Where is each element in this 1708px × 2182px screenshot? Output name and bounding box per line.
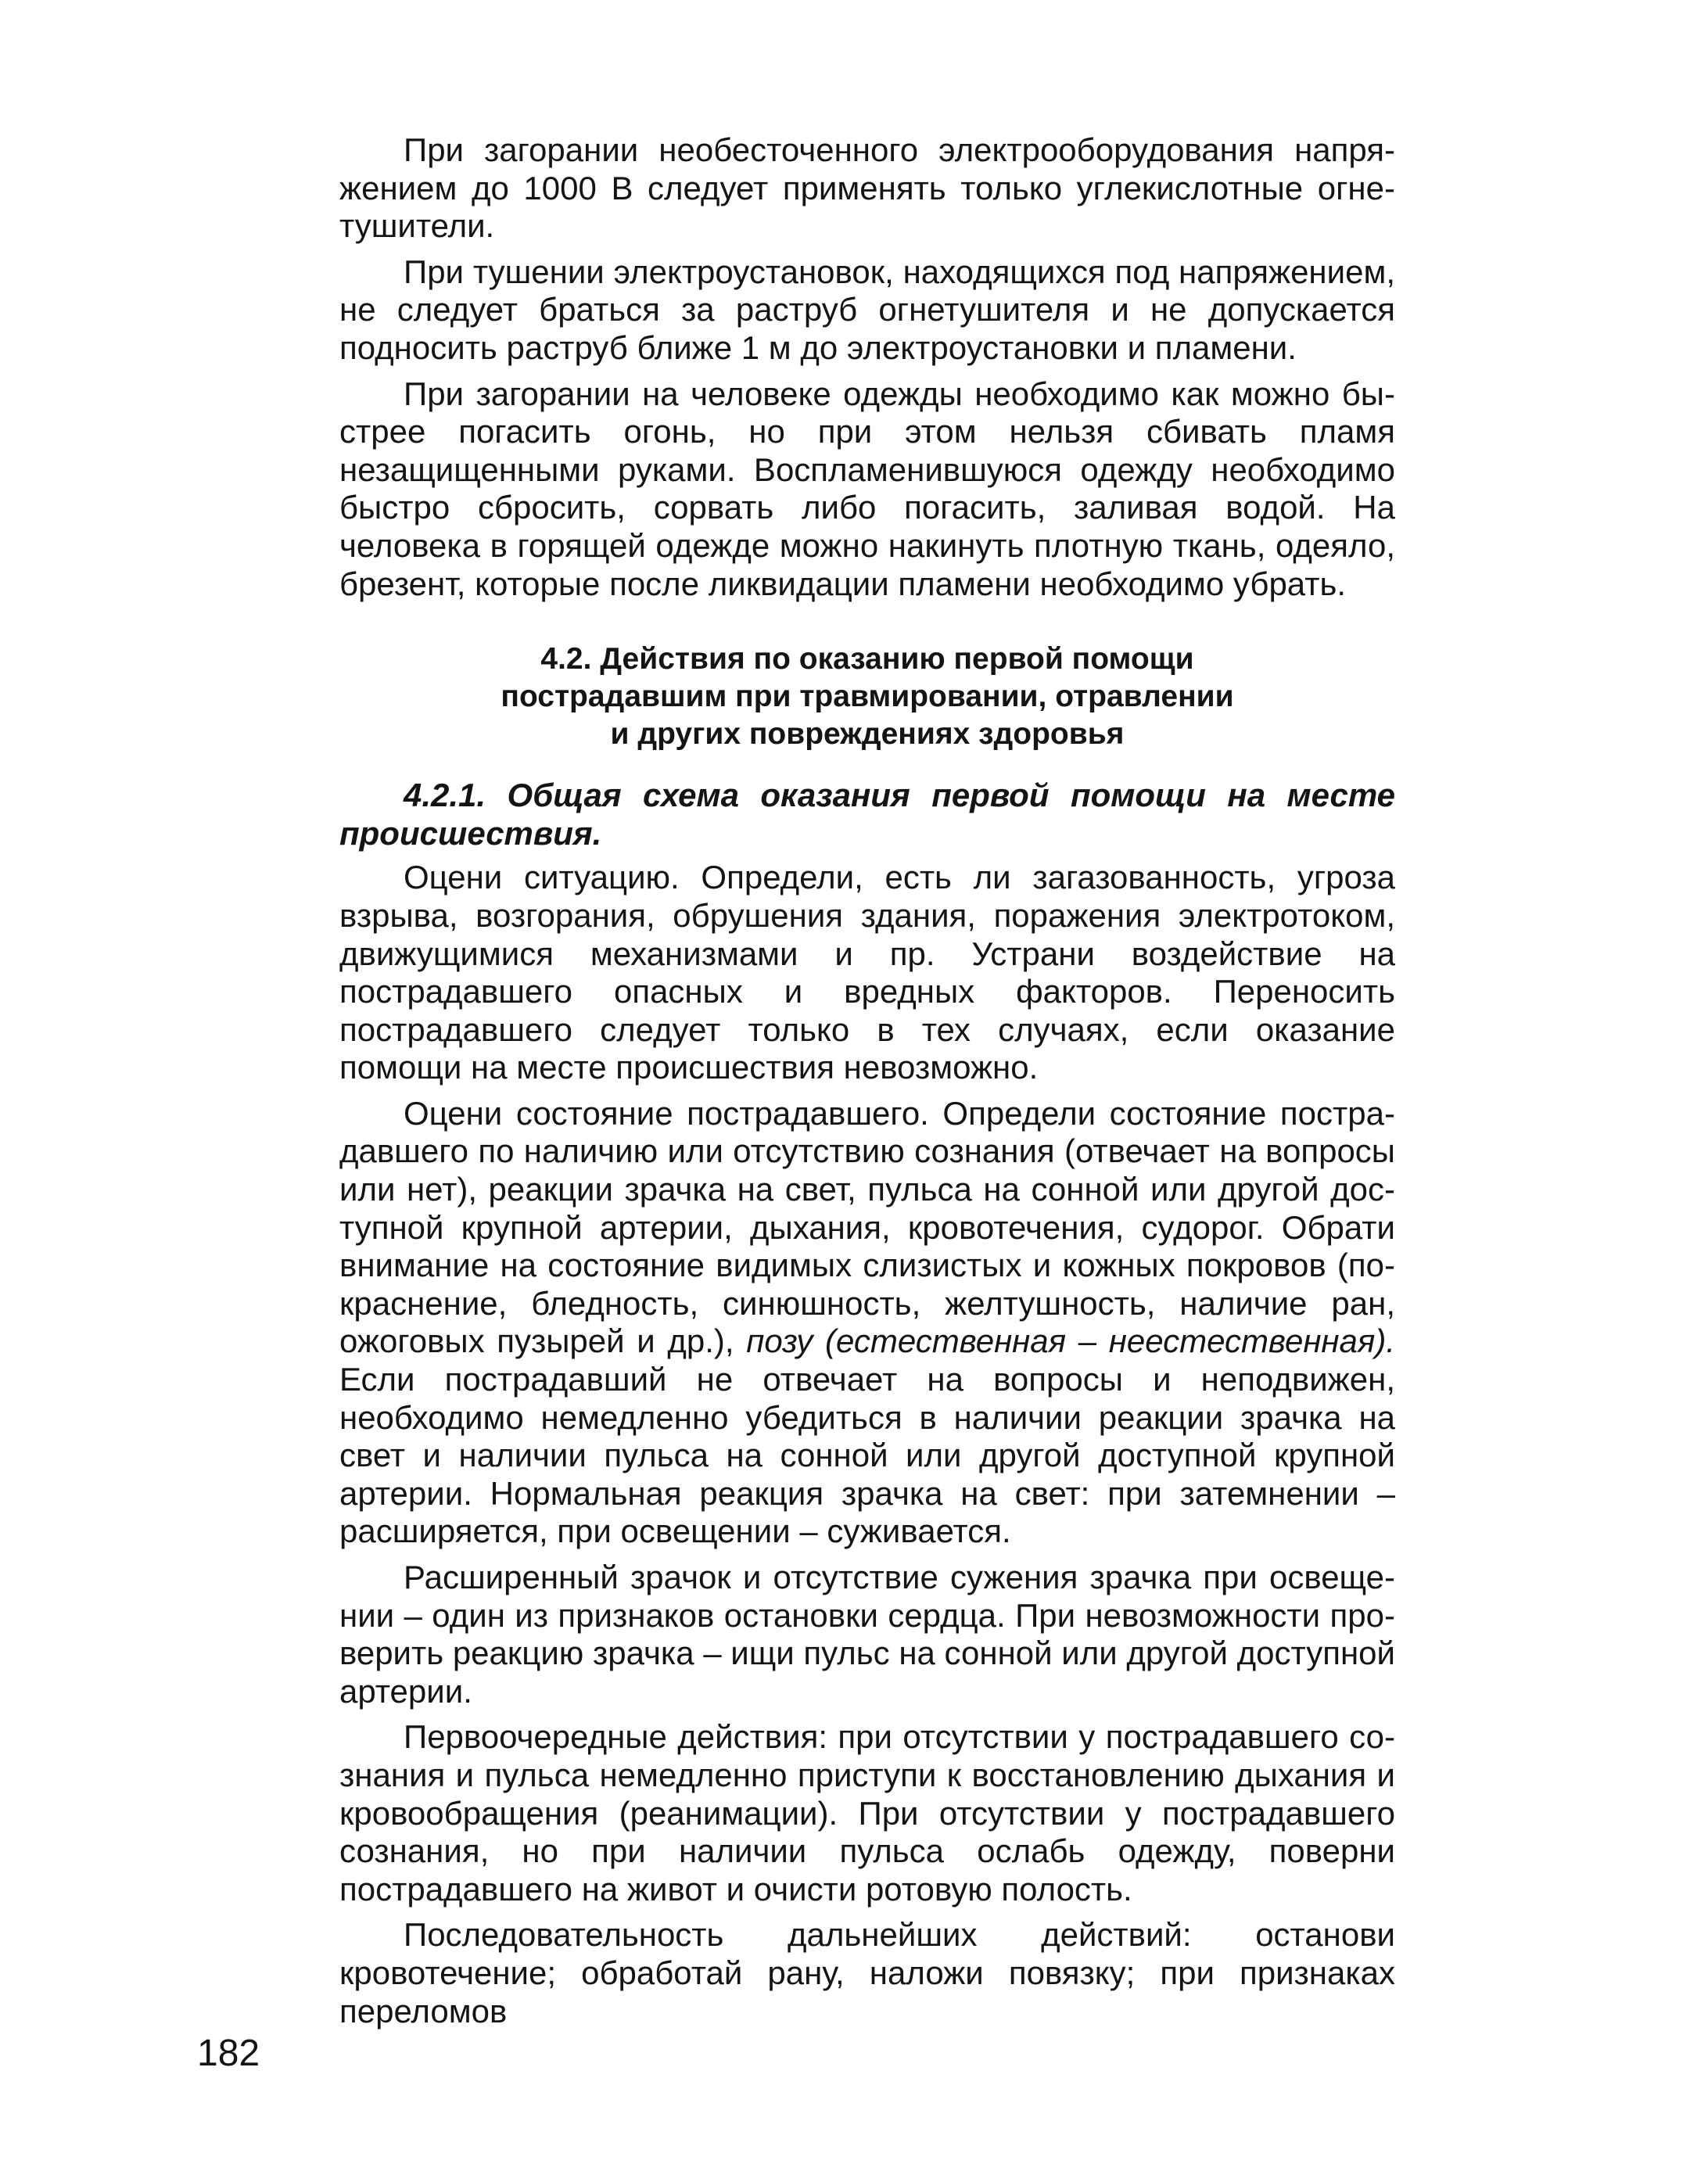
paragraph-assess-situation: Оцени ситуацию. Определи, есть ли загазованность, угроза взрыва, возгорания, обрушения здания, поражения электротоком, движущимися механизмами и пр. Устрани воздействие на пострадавшего опасных и вредных факторов. Переносить пострадавшего следует только в тех случаях, если оказание помощи на месте происшествия невозможно. (339, 859, 1395, 1086)
paragraph-italic-text: позу (естественная – неестественная). (746, 1322, 1395, 1360)
paragraph-text: Если пострадавший не отвечает на вопросы и неподвижен, необходимо немедленно убедиться в наличии реакции зрачка на свет и наличии пульса на сонной или другой доступной крупной артерии. Нормальная реакция зрачка на свет: при затемнении – расширяется, при освещении – суживается. (339, 1361, 1395, 1550)
section-heading-line: 4.2. Действия по оказанию первой помощи (540, 642, 1194, 676)
subsection-heading: 4.2.1. Общая схема оказания первой помощи на месте происшествия. (339, 777, 1395, 852)
page-body (339, 131, 1395, 2038)
section-heading-line: и других повреждениях здоровья (610, 717, 1125, 752)
paragraph-further-actions: Последовательность дальнейших действий: останови кровотечение; обработай рану, наложи повязку; при признаках переломов (339, 1916, 1395, 2029)
section-heading (339, 641, 1395, 753)
paragraph-pupil-signs: Расширенный зрачок и отсутствие сужения зрачка при освещении – один из признаков остановки сердца. При невозможности проверить реакцию зрачка – ищи пульс на сонной или другой доступной артерии. (339, 1559, 1395, 1710)
paragraph-burning-clothes: При загорании на человеке одежды необходимо как можно быстрее погасить огонь, но при этом нельзя сбивать пламя незащищенными руками. Воспламенившуюся одежду необходимо быстро сбросить, сорвать либо погасить, заливая водой. На человека в горящей одежде можно накинуть плотную ткань, одеяло, брезент, которые после ликвидации пламени необходимо убрать. (339, 375, 1395, 602)
page-number: 182 (197, 2033, 260, 2074)
paragraph-priority-actions: Первоочередные действия: при отсутствии у пострадавшего сознания и пульса немедленно приступи к восстановлению дыхания и кровообращения (реанимации). При отсутствии у пострадавшего сознания, но при наличии пульса ослабь одежду, поверни пострадавшего на живот и очисти ротовую полость. (339, 1718, 1395, 1907)
paragraph-assess-victim (339, 1095, 1395, 1551)
paragraph-electrical-fire: При загорании необесточенного электрооборудования напряжением до 1000 В следует применять только углекислотные огнетушители. (339, 131, 1395, 245)
section-heading-line: пострадавшим при травмировании, отравлении (501, 680, 1234, 714)
paragraph-extinguishing-installations: При тушении электроустановок, находящихся под напряжением, не следует браться за раструб огнетушителя и не допускается подносить раструб ближе 1 м до электроустановки и пламени. (339, 253, 1395, 366)
paragraph-text: Оцени состояние пострадавшего. Определи состояние пострадавшего по наличию или отсутствию сознания (отвечает на вопросы или нет), реакции зрачка на свет, пульса на сонной или другой доступной крупной артерии, дыхания, кровотечения, судорог. Обрати внимание на состояние видимых слизистых и кожных покровов (покраснение, бледность, синюшность, желтушность, наличие ран, ожоговых пузырей и др.), (339, 1094, 1395, 1360)
